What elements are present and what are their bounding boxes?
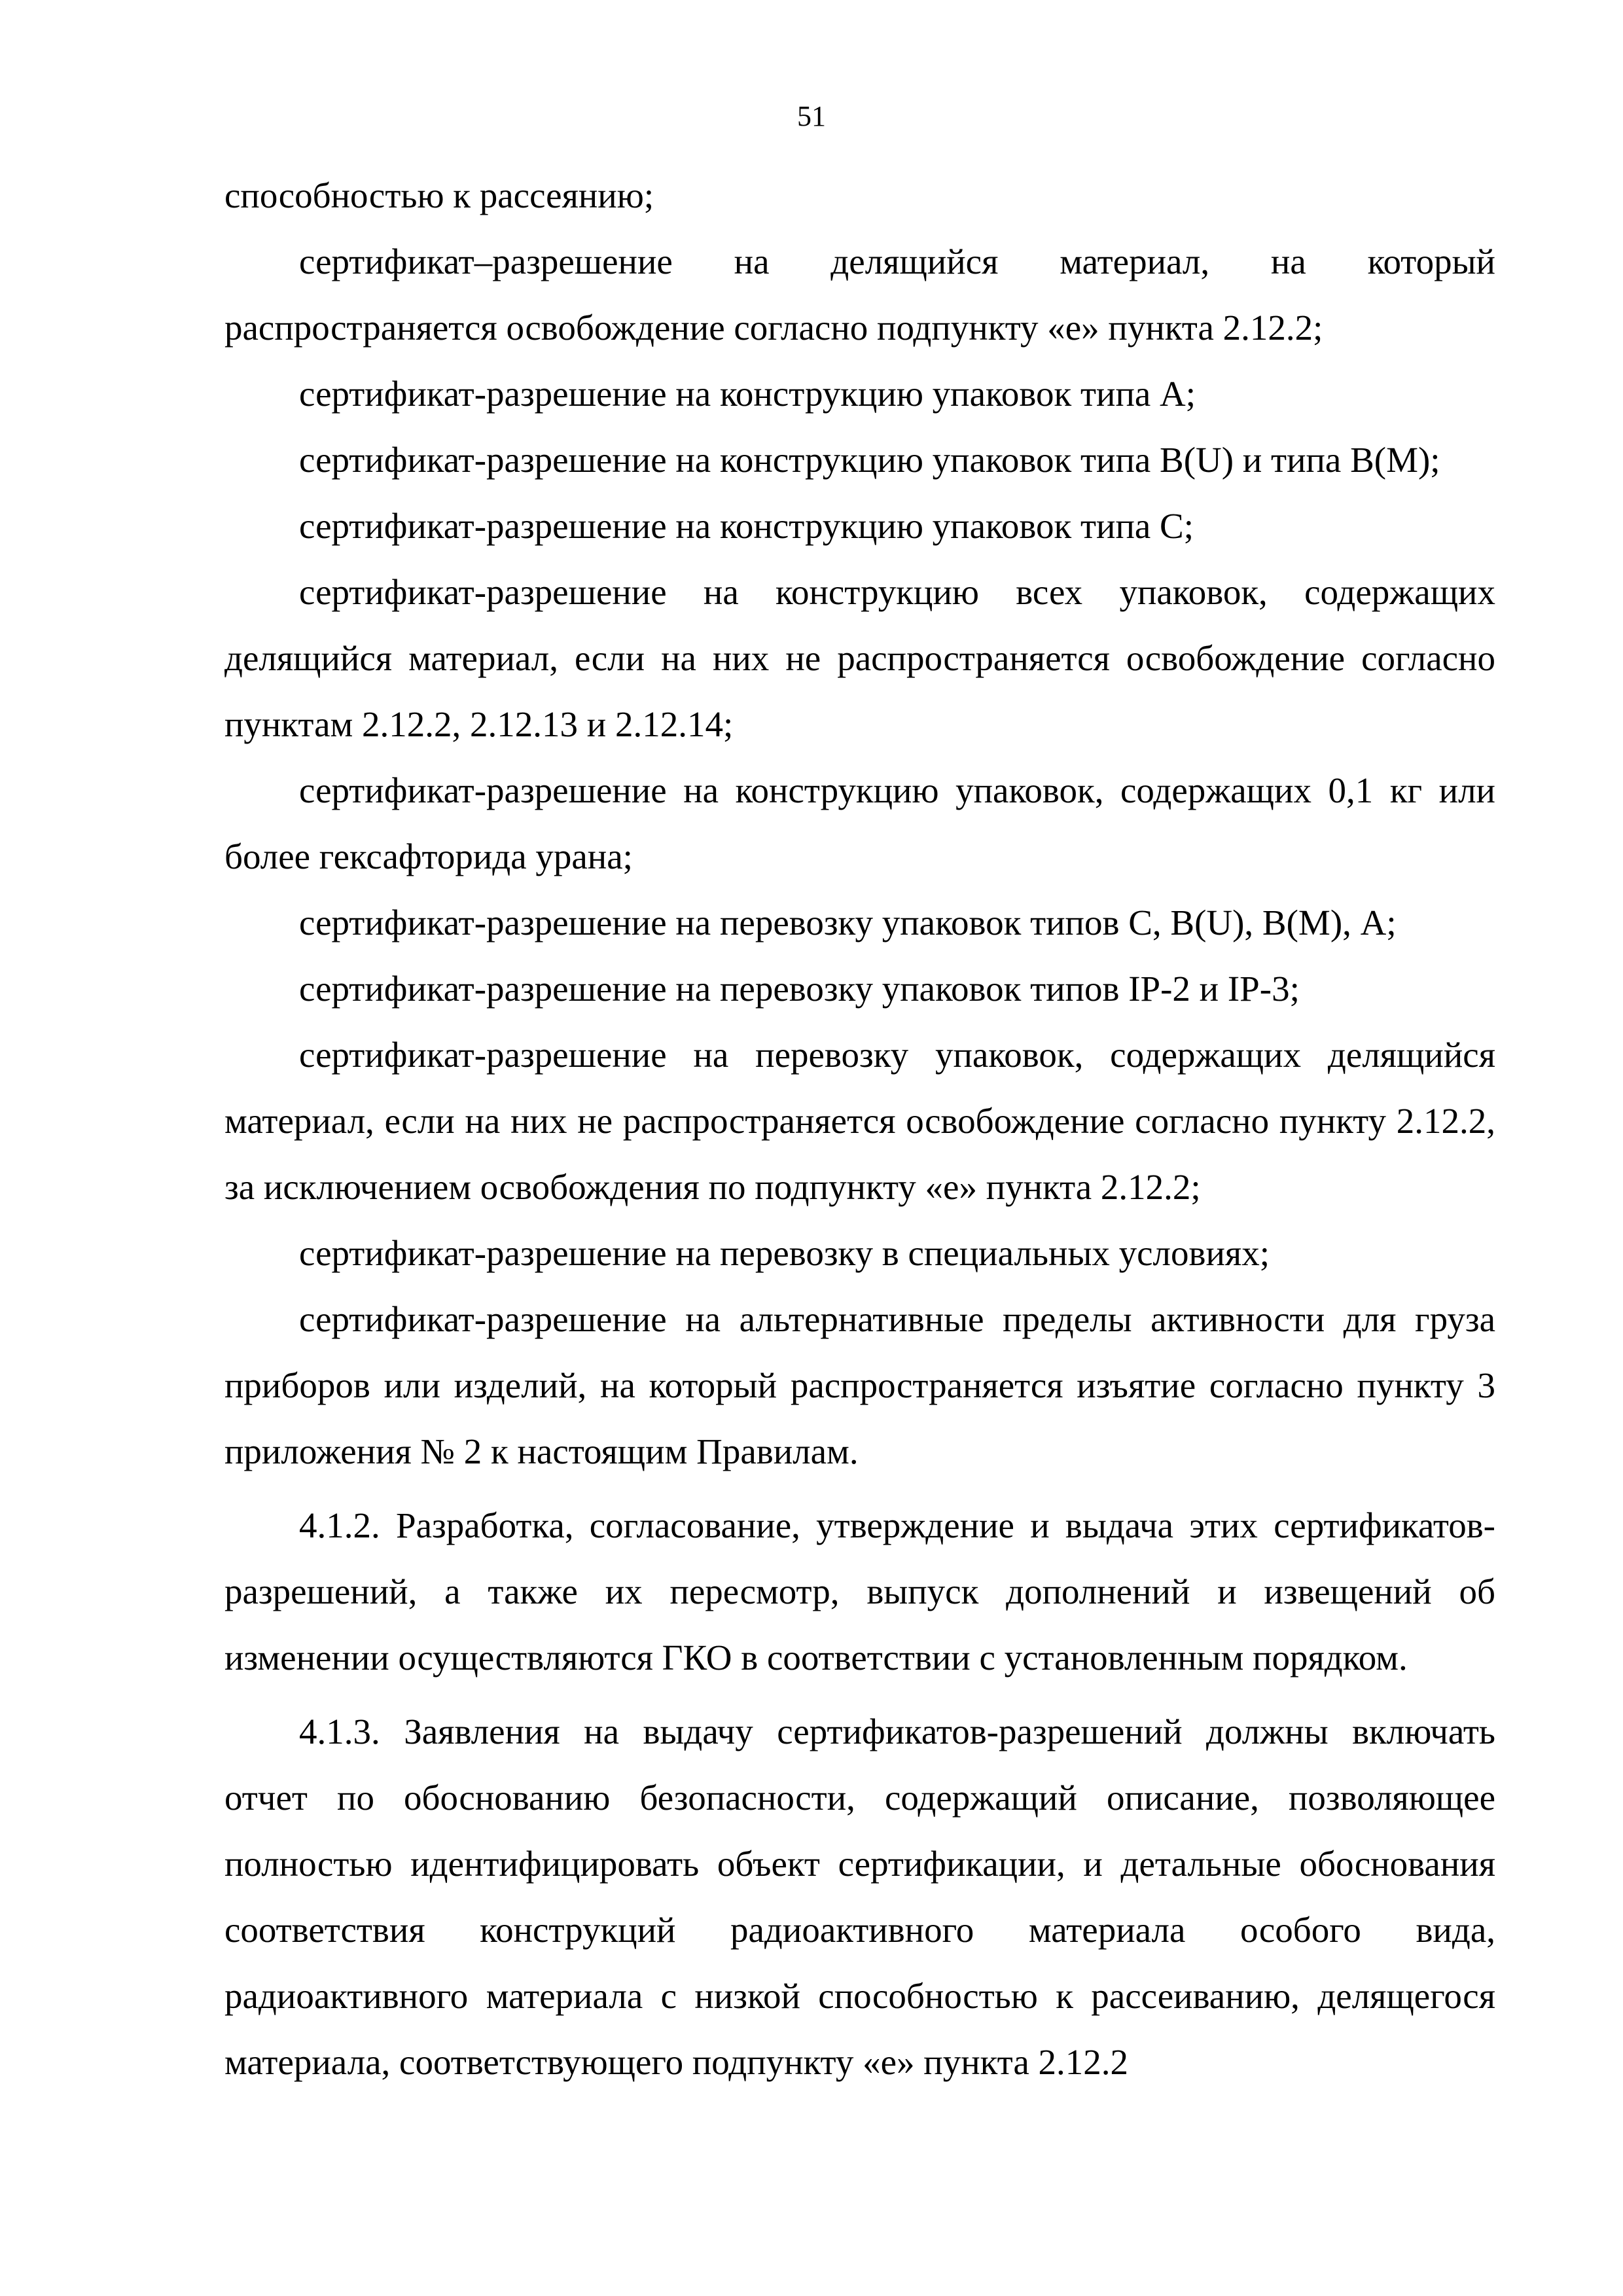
section-paragraph-4-1-2: 4.1.2. Разработка, согласование, утверждение и выдача этих сертификатов-разрешений, а также их пересмотр, выпуск дополнений и извещений об изменении осуществляются ГКО в соответствии с установленным порядком. [224,1505,1495,1677]
paragraph: сертификат-разрешение на перевозку упаковок, содержащих делящийся материал, если на них не распространяется освобождение согласно пункту 2.12.2, за исключением освобождения по подпункту «е» пункта 2.12.2; [224,1035,1495,1207]
paragraph: сертификат-разрешение на конструкцию всех упаковок, содержащих делящийся материал, если на них не распространяется освобождение согласно пунктам 2.12.2, 2.12.13 и 2.12.14; [224,572,1495,744]
paragraph: сертификат-разрешение на конструкцию упаковок типа А; [299,374,1196,414]
section-paragraph-4-1-3: 4.1.3. Заявления на выдачу сертификатов-разрешений должны включать отчет по обоснованию безопасности, содержащий описание, позволяющее полностью идентифицировать объект сертификации, и детальные обоснования соответствия конструкций радиоактивного материала особого вида, радиоактивного материала с низкой способностью к рассеиванию, делящегося материала, соответствующего подпункту «е» пункта 2.12.2 [224,1712,1495,2082]
paragraph: сертификат-разрешение на конструкцию упаковок типа С; [299,506,1194,546]
paragraph: сертификат-разрешение на конструкцию упаковок, содержащих 0,1 кг или более гексафторида урана; [224,770,1495,876]
paragraph: сертификат-разрешение на альтернативные пределы активности для груза приборов или изделий, на который распространяется изъятие согласно пункту 3 приложения № 2 к настоящим Правилам. [224,1299,1495,1471]
paragraph: способностью к рассеянию; [224,175,654,215]
paragraph: сертификат-разрешение на перевозку в специальных условиях; [299,1233,1270,1273]
paragraph: сертификат–разрешение на делящийся материал, на который распространяется освобождение согласно подпункту «е» пункта 2.12.2; [224,242,1495,348]
document-body [224,162,1495,2095]
paragraph: сертификат-разрешение на конструкцию упаковок типа B(U) и типа B(M); [299,440,1440,480]
paragraph: сертификат-разрешение на перевозку упаковок типов С, B(U), B(M), А; [299,903,1397,942]
paragraph: сертификат-разрешение на перевозку упаковок типов IP-2 и IP-3; [299,969,1300,1009]
page-number: 51 [797,100,826,132]
